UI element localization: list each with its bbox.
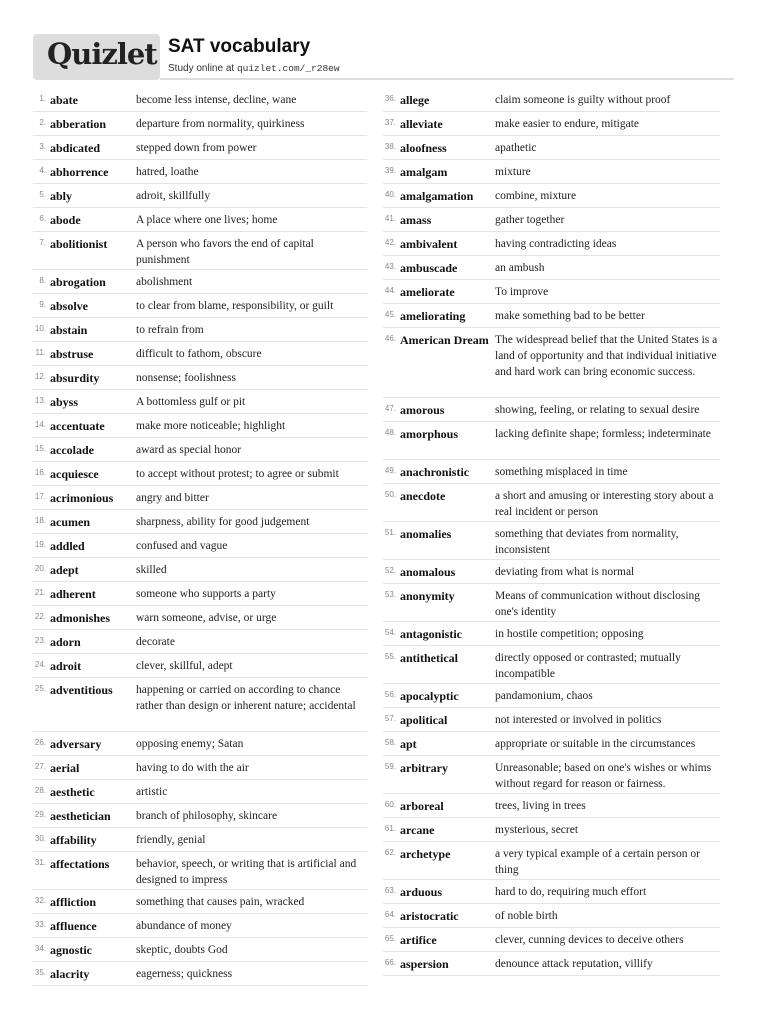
term-number: 33. (34, 920, 46, 929)
term-definition: clever, skillful, adept (136, 660, 233, 672)
term-number: 14. (34, 420, 46, 429)
term-definition: mysterious, secret (495, 824, 579, 836)
term-word: accolade (50, 443, 94, 457)
term-row (383, 184, 720, 208)
term-row (33, 414, 367, 438)
term-row (33, 756, 367, 780)
term-number: 24. (34, 660, 46, 669)
term-word: aerial (50, 761, 80, 775)
term-number: 41. (384, 214, 396, 223)
term-row (383, 818, 720, 842)
logo-text: Quizlet (47, 37, 157, 71)
term-row (383, 460, 720, 484)
term-row (383, 328, 720, 398)
term-row (383, 280, 720, 304)
term-word: acrimonious (50, 491, 114, 505)
term-definition: make something bad to be better (495, 310, 645, 322)
term-word: anomalous (400, 565, 456, 579)
term-row (383, 708, 720, 732)
term-word: alleviate (400, 117, 443, 131)
term-definition: A bottomless gulf or pit (136, 396, 246, 408)
term-definition: confused and vague (136, 540, 228, 552)
term-number: 48. (384, 428, 396, 437)
term-row (33, 160, 367, 184)
term-definition: sharpness, ability for good judgement (136, 516, 310, 528)
term-number: 2. (39, 118, 46, 127)
term-number: 6. (39, 214, 46, 223)
term-definition: make more noticeable; highlight (136, 420, 286, 432)
term-definition: To improve (495, 286, 549, 298)
term-row (383, 304, 720, 328)
term-row (33, 510, 367, 534)
term-number: 34. (34, 944, 46, 953)
term-number: 52. (384, 566, 396, 575)
term-number: 28. (34, 786, 46, 795)
term-word: acquiesce (50, 467, 99, 481)
term-row (33, 582, 367, 606)
term-row (33, 486, 367, 510)
term-word: antagonistic (400, 627, 463, 641)
term-row (383, 756, 720, 794)
term-number: 27. (34, 762, 46, 771)
term-definition: behavior, speech, or writing that is artificial and designed to impress (136, 858, 357, 886)
term-row (383, 584, 720, 622)
term-word: abdicated (50, 141, 101, 155)
term-definition: having contradicting ideas (495, 238, 617, 250)
term-word: ambivalent (400, 237, 458, 251)
term-number: 13. (34, 396, 46, 405)
term-number: 55. (384, 652, 396, 661)
term-word: agnostic (50, 943, 92, 957)
right-term-column (383, 88, 720, 976)
term-word: admonishes (50, 611, 111, 625)
term-row (383, 904, 720, 928)
term-row (383, 952, 720, 976)
term-row (33, 606, 367, 630)
term-word: accentuate (50, 419, 105, 433)
term-word: ameliorating (400, 309, 466, 323)
term-number: 8. (39, 276, 46, 285)
term-number: 5. (39, 190, 46, 199)
term-number: 61. (384, 824, 396, 833)
term-word: absurdity (50, 371, 100, 385)
term-definition: denounce attack reputation, villify (495, 958, 653, 970)
term-row (383, 622, 720, 646)
term-word: amalgamation (400, 189, 474, 203)
term-row (383, 422, 720, 460)
term-row (383, 232, 720, 256)
term-number: 31. (34, 858, 46, 867)
term-word: adherent (50, 587, 96, 601)
term-word: archetype (400, 847, 451, 861)
term-row (383, 484, 720, 522)
term-word: abberation (50, 117, 107, 131)
term-number: 10. (34, 324, 46, 333)
term-number: 3. (39, 142, 46, 151)
page-header (33, 34, 734, 80)
term-word: apocalyptic (400, 689, 459, 703)
term-number: 25. (34, 684, 46, 693)
page-title: SAT vocabulary (168, 36, 311, 57)
term-row (33, 654, 367, 678)
term-definition: award as special honor (136, 444, 242, 456)
term-word: abrogation (50, 275, 106, 289)
term-row (383, 732, 720, 756)
term-definition: clever, cunning devices to deceive others (495, 934, 684, 946)
term-word: ambuscade (400, 261, 458, 275)
term-word: abhorrence (50, 165, 109, 179)
term-word: allege (400, 93, 430, 107)
term-word: abate (50, 93, 78, 107)
term-word: aesthetic (50, 785, 95, 799)
term-row (33, 318, 367, 342)
term-definition: branch of philosophy, skincare (136, 810, 278, 822)
term-word: antithetical (400, 651, 458, 665)
term-definition: abundance of money (136, 920, 232, 932)
term-definition: hard to do, requiring much effort (495, 886, 647, 898)
term-row (33, 558, 367, 582)
term-row (383, 880, 720, 904)
term-row (33, 390, 367, 414)
term-row (33, 112, 367, 136)
term-definition: make easier to endure, mitigate (495, 118, 640, 130)
term-number: 15. (34, 444, 46, 453)
term-definition: showing, feeling, or relating to sexual desire (495, 404, 700, 416)
term-word: aloofness (400, 141, 447, 155)
term-definition: opposing enemy; Satan (136, 738, 244, 750)
term-definition: happening or carried on according to chance rather than design or inherent nature; accidental (136, 684, 356, 712)
term-definition: pandamonium, chaos (495, 690, 593, 702)
term-number: 20. (34, 564, 46, 573)
term-number: 53. (384, 590, 396, 599)
term-definition: abolishment (136, 276, 193, 288)
term-word: aesthetician (50, 809, 111, 823)
term-number: 38. (384, 142, 396, 151)
term-word: arduous (400, 885, 443, 899)
term-definition: a very typical example of a certain person or thing (495, 848, 700, 876)
term-definition: A place where one lives; home (136, 214, 278, 226)
term-definition: something that causes pain, wracked (136, 896, 305, 908)
term-number: 58. (384, 738, 396, 747)
term-definition: friendly, genial (136, 834, 206, 846)
term-row (383, 560, 720, 584)
term-row (33, 270, 367, 294)
term-number: 7. (39, 238, 46, 247)
term-definition: The widespread belief that the United States is a land of opportunity and that individual initiative and hard work can bring economic success. (495, 334, 718, 378)
term-number: 23. (34, 636, 46, 645)
term-row (33, 534, 367, 558)
term-number: 35. (34, 968, 46, 977)
term-definition: mixture (495, 166, 531, 178)
term-definition: nonsense; foolishness (136, 372, 236, 384)
term-word: affability (50, 833, 97, 847)
term-definition: trees, living in trees (495, 800, 586, 812)
term-word: abyss (50, 395, 79, 409)
term-number: 63. (384, 886, 396, 895)
term-row (33, 852, 367, 890)
term-row (33, 914, 367, 938)
term-number: 16. (34, 468, 46, 477)
term-definition: to clear from blame, responsibility, or guilt (136, 300, 334, 312)
study-url-link[interactable]: quizlet.com/_r28ew (236, 63, 340, 74)
term-row (383, 522, 720, 560)
term-number: 1. (39, 94, 46, 103)
term-row (383, 646, 720, 684)
term-row (383, 208, 720, 232)
term-definition: to accept without protest; to agree or submit (136, 468, 339, 480)
term-number: 49. (384, 466, 396, 475)
term-number: 32. (34, 896, 46, 905)
term-definition: Unreasonable; based on one's wishes or whims without regard for reason or fairness. (495, 762, 712, 790)
term-definition: adroit, skillfully (136, 190, 211, 202)
term-number: 42. (384, 238, 396, 247)
term-row (383, 160, 720, 184)
term-row (33, 232, 367, 270)
term-row (383, 136, 720, 160)
term-row (383, 684, 720, 708)
term-number: 9. (39, 300, 46, 309)
term-row (33, 678, 367, 732)
term-word: amorphous (400, 427, 459, 441)
term-definition: an ambush (495, 262, 545, 274)
term-word: amalgam (400, 165, 448, 179)
term-definition: gather together (495, 214, 565, 226)
term-number: 60. (384, 800, 396, 809)
term-definition: artistic (136, 786, 168, 798)
term-number: 43. (384, 262, 396, 271)
term-word: aspersion (400, 957, 449, 971)
term-word: apolitical (400, 713, 448, 727)
term-number: 12. (34, 372, 46, 381)
term-definition: stepped down from power (136, 142, 257, 154)
term-word: acumen (50, 515, 90, 529)
term-word: alacrity (50, 967, 90, 981)
term-number: 46. (384, 334, 396, 343)
term-definition: something that deviates from normality, inconsistent (495, 528, 679, 556)
term-row (33, 366, 367, 390)
header-divider (160, 78, 734, 80)
term-number: 26. (34, 738, 46, 747)
term-word: adorn (50, 635, 81, 649)
term-word: amass (400, 213, 432, 227)
term-row (383, 112, 720, 136)
quizlet-logo (33, 34, 160, 80)
term-number: 66. (384, 958, 396, 967)
term-row (33, 890, 367, 914)
term-number: 45. (384, 310, 396, 319)
term-row (383, 256, 720, 280)
term-definition: claim someone is guilty without proof (495, 94, 671, 106)
term-row (383, 842, 720, 880)
term-definition: warn someone, advise, or urge (136, 612, 277, 624)
term-word: artifice (400, 933, 437, 947)
term-number: 47. (384, 404, 396, 413)
term-word: adept (50, 563, 79, 577)
term-definition: departure from normality, quirkiness (136, 118, 305, 130)
term-row (33, 804, 367, 828)
term-row (33, 462, 367, 486)
term-row (33, 342, 367, 366)
term-definition: deviating from what is normal (495, 566, 635, 578)
term-number: 50. (384, 490, 396, 499)
term-definition: Means of communication without disclosing one's identity (495, 590, 701, 618)
term-number: 57. (384, 714, 396, 723)
term-word: adversary (50, 737, 102, 751)
term-word: arboreal (400, 799, 444, 813)
term-word: abstruse (50, 347, 94, 361)
term-word: abolitionist (50, 237, 108, 251)
term-number: 65. (384, 934, 396, 943)
term-word: abstain (50, 323, 88, 337)
term-word: anomalies (400, 527, 452, 541)
term-word: adventitious (50, 683, 113, 697)
term-number: 56. (384, 690, 396, 699)
term-definition: someone who supports a party (136, 588, 276, 600)
term-row (33, 962, 367, 986)
term-number: 62. (384, 848, 396, 857)
term-number: 40. (384, 190, 396, 199)
term-number: 17. (34, 492, 46, 501)
term-definition: skilled (136, 564, 167, 576)
term-row (383, 928, 720, 952)
term-word: abode (50, 213, 81, 227)
term-word: affliction (50, 895, 96, 909)
term-number: 51. (384, 528, 396, 537)
term-number: 30. (34, 834, 46, 843)
term-number: 21. (34, 588, 46, 597)
term-definition: in hostile competition; opposing (495, 628, 644, 640)
term-number: 64. (384, 910, 396, 919)
term-number: 29. (34, 810, 46, 819)
term-word: absolve (50, 299, 89, 313)
term-definition: skeptic, doubts God (136, 944, 228, 956)
term-word: anachronistic (400, 465, 470, 479)
term-row (33, 732, 367, 756)
term-definition: directly opposed or contrasted; mutually incompatible (495, 652, 681, 680)
term-row (383, 794, 720, 818)
term-word: ably (50, 189, 73, 203)
term-row (33, 136, 367, 160)
term-number: 37. (384, 118, 396, 127)
left-term-column (33, 88, 367, 986)
term-word: amorous (400, 403, 445, 417)
term-word: affectations (50, 857, 110, 871)
term-row (33, 208, 367, 232)
term-number: 54. (384, 628, 396, 637)
term-row (33, 780, 367, 804)
term-definition: not interested or involved in politics (495, 714, 662, 726)
term-number: 44. (384, 286, 396, 295)
term-word: anecdote (400, 489, 446, 503)
term-definition: of noble birth (495, 910, 558, 922)
term-definition: appropriate or suitable in the circumstances (495, 738, 696, 750)
subtitle-prefix: Study online at (168, 63, 235, 74)
term-number: 18. (34, 516, 46, 525)
term-number: 22. (34, 612, 46, 621)
term-row (383, 398, 720, 422)
term-word: adroit (50, 659, 82, 673)
term-definition: to refrain from (136, 324, 204, 336)
term-row (33, 294, 367, 318)
term-row (33, 938, 367, 962)
term-number: 59. (384, 762, 396, 771)
term-row (33, 828, 367, 852)
term-definition: decorate (136, 636, 175, 648)
term-word: addled (50, 539, 85, 553)
term-number: 11. (35, 348, 46, 357)
term-row (383, 88, 720, 112)
study-online-subtitle (168, 63, 340, 74)
term-number: 36. (384, 94, 396, 103)
term-row (33, 630, 367, 654)
term-definition: apathetic (495, 142, 537, 154)
term-word: apt (400, 737, 417, 751)
term-word: anonymity (400, 589, 455, 603)
term-definition: angry and bitter (136, 492, 209, 504)
term-definition: combine, mixture (495, 190, 577, 202)
term-definition: A person who favors the end of capital punishment (136, 238, 314, 266)
term-number: 39. (384, 166, 396, 175)
term-word: American Dream (400, 333, 489, 347)
term-row (33, 88, 367, 112)
term-word: ameliorate (400, 285, 455, 299)
term-row (33, 438, 367, 462)
term-word: arcane (400, 823, 435, 837)
term-word: arbitrary (400, 761, 448, 775)
term-definition: a short and amusing or interesting story about a real incident or person (495, 490, 714, 518)
term-number: 19. (34, 540, 46, 549)
term-row (33, 184, 367, 208)
term-definition: become less intense, decline, wane (136, 94, 297, 106)
term-definition: eagerness; quickness (136, 968, 233, 980)
term-word: aristocratic (400, 909, 459, 923)
term-definition: hatred, loathe (136, 166, 199, 178)
term-number: 4. (39, 166, 46, 175)
term-definition: difficult to fathom, obscure (136, 348, 262, 360)
term-definition: having to do with the air (136, 762, 249, 774)
term-definition: something misplaced in time (495, 466, 628, 478)
term-word: affluence (50, 919, 97, 933)
term-definition: lacking definite shape; formless; indeterminate (495, 428, 711, 440)
